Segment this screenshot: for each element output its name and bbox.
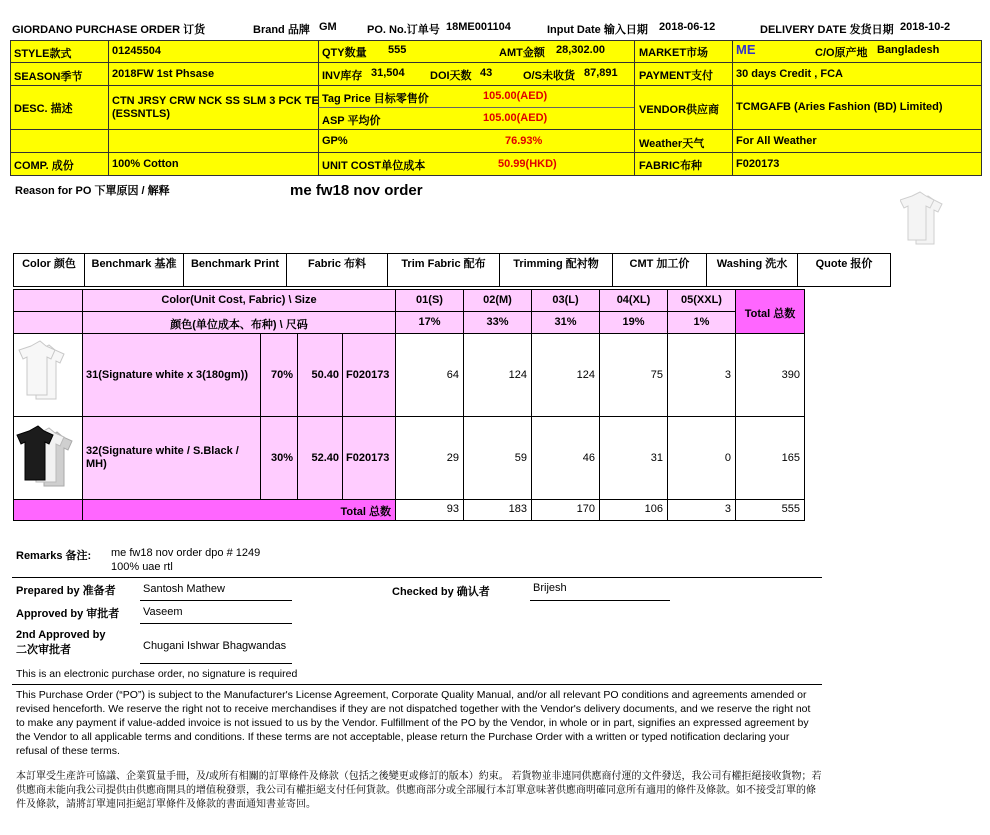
fabric-value: F020173 <box>736 158 780 170</box>
row1-color: 31(Signature white x 3(180gm)) <box>82 333 261 417</box>
reason-label: Reason for PO 下單原因 / 解释 <box>15 185 170 197</box>
doi-label: DOI天数 <box>430 70 472 82</box>
cat-quote: Quote 报价 <box>797 253 891 287</box>
doi-value: 43 <box>480 67 493 79</box>
fabric-label: FABRIC布种 <box>639 160 702 172</box>
second-approved-label-line1: 2nd Approved by <box>16 629 106 641</box>
origin-label: C/O原产地 <box>815 47 868 59</box>
style-label: STYLE款式 <box>14 48 72 60</box>
qty-value: 555 <box>388 44 407 56</box>
terms-english: This Purchase Order (“PO”) is subject to the Manufacturer's License Agreement, Corporate Quality Manual, and/or all relevant PO conditions and agreements amended or revised henceforth. We reserve the right not to receive merchandises if they are not dispatched together with the Vendor's delivery documents, and we reserve the right not to make any payment if value-added invoice is not issued to us by the Vendor. Fulfillment of the PO by the Vendor, in whole or in part, signifies an expressed agreement by the Vendor to all applicable terms and conditions. If these terms are not acceptable, please return the Purchase Order with a written or typed notification declaring your refusal of these terms. <box>16 689 811 757</box>
size-ratio-3: 19% <box>599 311 668 334</box>
unit-cost-value: 50.99(HKD) <box>498 158 557 170</box>
qty-label: QTY数量 <box>322 47 367 59</box>
prepared-by-value: Santosh Mathew <box>143 583 225 595</box>
tag-price-value: 105.00(AED) <box>483 90 548 102</box>
checked-by-label: Checked by 确认者 <box>392 586 490 598</box>
brand-label: Brand 品牌 <box>253 24 310 36</box>
market-value: ME <box>736 42 756 57</box>
comp-value: 100% Cotton <box>112 158 179 170</box>
input-date-label: Input Date 输入日期 <box>547 24 648 36</box>
desc-value-line2: (ESSNTLS) <box>112 108 171 120</box>
second-approved-value: Chugani Ishwar Bhagwandas <box>143 640 287 652</box>
size-ratio-1: 33% <box>463 311 532 334</box>
row2-pct: 30% <box>260 416 298 500</box>
size-ratio-4: 1% <box>667 311 736 334</box>
sum-qty-0: 93 <box>395 499 464 521</box>
size-ratio-2: 31% <box>531 311 600 334</box>
black-white-tshirt-pack-icon <box>14 417 82 499</box>
inv-value: 31,504 <box>371 67 405 79</box>
po-number-value: 18ME001104 <box>446 21 511 33</box>
size-head-3: 04(XL) <box>599 289 668 312</box>
product-thumbnail-top <box>900 190 958 250</box>
row2-qty-1: 59 <box>463 416 532 500</box>
season-value: 2018FW 1st Phsase <box>112 68 215 80</box>
cat-trim-fabric: Trim Fabric 配布 <box>387 253 500 287</box>
total-column-head: Total 总数 <box>735 289 805 334</box>
row2-qty-0: 29 <box>395 416 464 500</box>
row2-qty-2: 46 <box>531 416 600 500</box>
asp-label: ASP 平均价 <box>322 115 381 127</box>
gp-label: GP% <box>322 135 348 147</box>
row2-cost: 52.40 <box>297 416 343 500</box>
delivery-date-label: DELIVERY DATE 发货日期 <box>760 24 894 36</box>
remarks-line2: 100% uae rtl <box>111 561 173 573</box>
cat-washing: Washing 洗水 <box>706 253 798 287</box>
size-head-0: 01(S) <box>395 289 464 312</box>
reason-value: me fw18 nov order <box>290 182 423 199</box>
po-title: GIORDANO PURCHASE ORDER 订货 <box>12 24 206 36</box>
cat-benchmark: Benchmark 基准 <box>84 253 184 287</box>
weather-label: Weather天气 <box>639 138 705 150</box>
input-date-value: 2018-06-12 <box>659 21 716 33</box>
second-approved-label-line2: 二次审批者 <box>16 644 71 656</box>
checked-by-value: Brijesh <box>533 582 567 594</box>
inv-label: INV库存 <box>322 70 363 82</box>
origin-value: Bangladesh <box>877 44 940 56</box>
brand-value: GM <box>319 21 337 33</box>
asp-value: 105.00(AED) <box>483 112 548 124</box>
vendor-label: VENDOR供应商 <box>639 104 720 116</box>
delivery-date-value: 2018-10-2 <box>900 21 951 33</box>
approved-by-label: Approved by 审批者 <box>16 608 120 620</box>
row1-pct: 70% <box>260 333 298 417</box>
os-label: O/S未收货 <box>523 70 575 82</box>
grand-total: 555 <box>735 499 805 521</box>
remarks-line1: me fw18 nov order dpo # 1249 <box>111 547 261 559</box>
row1-qty-4: 3 <box>667 333 736 417</box>
tag-price-label: Tag Price 目标零售价 <box>322 93 429 105</box>
row2-qty-3: 31 <box>599 416 668 500</box>
row2-total: 165 <box>735 416 805 500</box>
vendor-value: TCMGAFB (Aries Fashion (BD) Limited) <box>736 101 943 113</box>
desc-label: DESC. 描述 <box>14 103 73 115</box>
row1-cost: 50.40 <box>297 333 343 417</box>
desc-value-line1: CTN JRSY CRW NCK SS SLM 3 PCK TE <box>112 95 319 107</box>
row1-qty-2: 124 <box>531 333 600 417</box>
row1-qty-3: 75 <box>599 333 668 417</box>
electronic-notice: This is an electronic purchase order, no signature is required <box>16 668 298 680</box>
cat-cmt: CMT 加工价 <box>612 253 707 287</box>
cat-benchmark-print: Benchmark Print <box>183 253 287 287</box>
row2-qty-4: 0 <box>667 416 736 500</box>
size-head-1: 02(M) <box>463 289 532 312</box>
row2-color: 32(Signature white / S.Black / MH) <box>82 416 261 500</box>
gp-value: 76.93% <box>505 135 543 147</box>
cat-color: Color 颜色 <box>13 253 85 287</box>
os-value: 87,891 <box>584 67 618 79</box>
cat-trimming: Trimming 配衬物 <box>499 253 613 287</box>
row1-image-cell <box>13 333 83 417</box>
approved-by-value: Vaseem <box>143 606 183 618</box>
market-label: MARKET市场 <box>639 47 709 59</box>
row1-fabric: F020173 <box>342 333 396 417</box>
size-head-4: 05(XXL) <box>667 289 736 312</box>
payment-label: PAYMENT支付 <box>639 70 713 82</box>
remarks-label: Remarks 备注: <box>16 550 92 562</box>
amt-label: AMT金额 <box>499 47 545 59</box>
size-ratio-0: 17% <box>395 311 464 334</box>
cat-fabric: Fabric 布料 <box>286 253 388 287</box>
po-number-label: PO. No.订单号 <box>367 24 440 36</box>
style-value: 01245504 <box>112 45 161 57</box>
amt-value: 28,302.00 <box>556 44 605 56</box>
row1-qty-1: 124 <box>463 333 532 417</box>
unit-cost-label: UNIT COST单位成本 <box>322 160 426 172</box>
payment-value: 30 days Credit , FCA <box>736 68 843 80</box>
prepared-by-label: Prepared by 准备者 <box>16 585 116 597</box>
row1-qty-0: 64 <box>395 333 464 417</box>
row2-image-cell <box>13 416 83 500</box>
white-tshirt-pack-icon <box>14 334 82 416</box>
terms-chinese: 本訂單受生產許可協議、企業質量手冊，及/或所有相關的訂單條件及條款（包括之後變更或修訂的版本）約束。 若貨物並非連同供應商付運的文件發送，我公司有權拒絕接收貨物；若供應商未能向我公司提供由供應商開具的增值稅發票，我公司有權拒絕支付任何貨款。供應商部分或全部履行本訂單意味著供應商明確同意所有適用的條件及條款。如不接受訂單的條件及條款，請將訂單連同拒絕訂單條件及條款的書面通知書並寄回。 <box>16 771 822 810</box>
row2-fabric: F020173 <box>342 416 396 500</box>
sum-qty-3: 106 <box>599 499 668 521</box>
sum-qty-4: 3 <box>667 499 736 521</box>
row1-total: 390 <box>735 333 805 417</box>
size-table-head-line2: 颜色(单位成本、布种) \ 尺码 <box>82 311 396 334</box>
size-table-head-line1: Color(Unit Cost, Fabric) \ Size <box>82 289 396 312</box>
sum-row-label: Total 总数 <box>82 499 396 521</box>
sum-qty-1: 183 <box>463 499 532 521</box>
size-head-2: 03(L) <box>531 289 600 312</box>
weather-value: For All Weather <box>736 135 817 147</box>
season-label: SEASON季节 <box>14 71 83 83</box>
comp-label: COMP. 成份 <box>14 160 74 172</box>
sum-qty-2: 170 <box>531 499 600 521</box>
